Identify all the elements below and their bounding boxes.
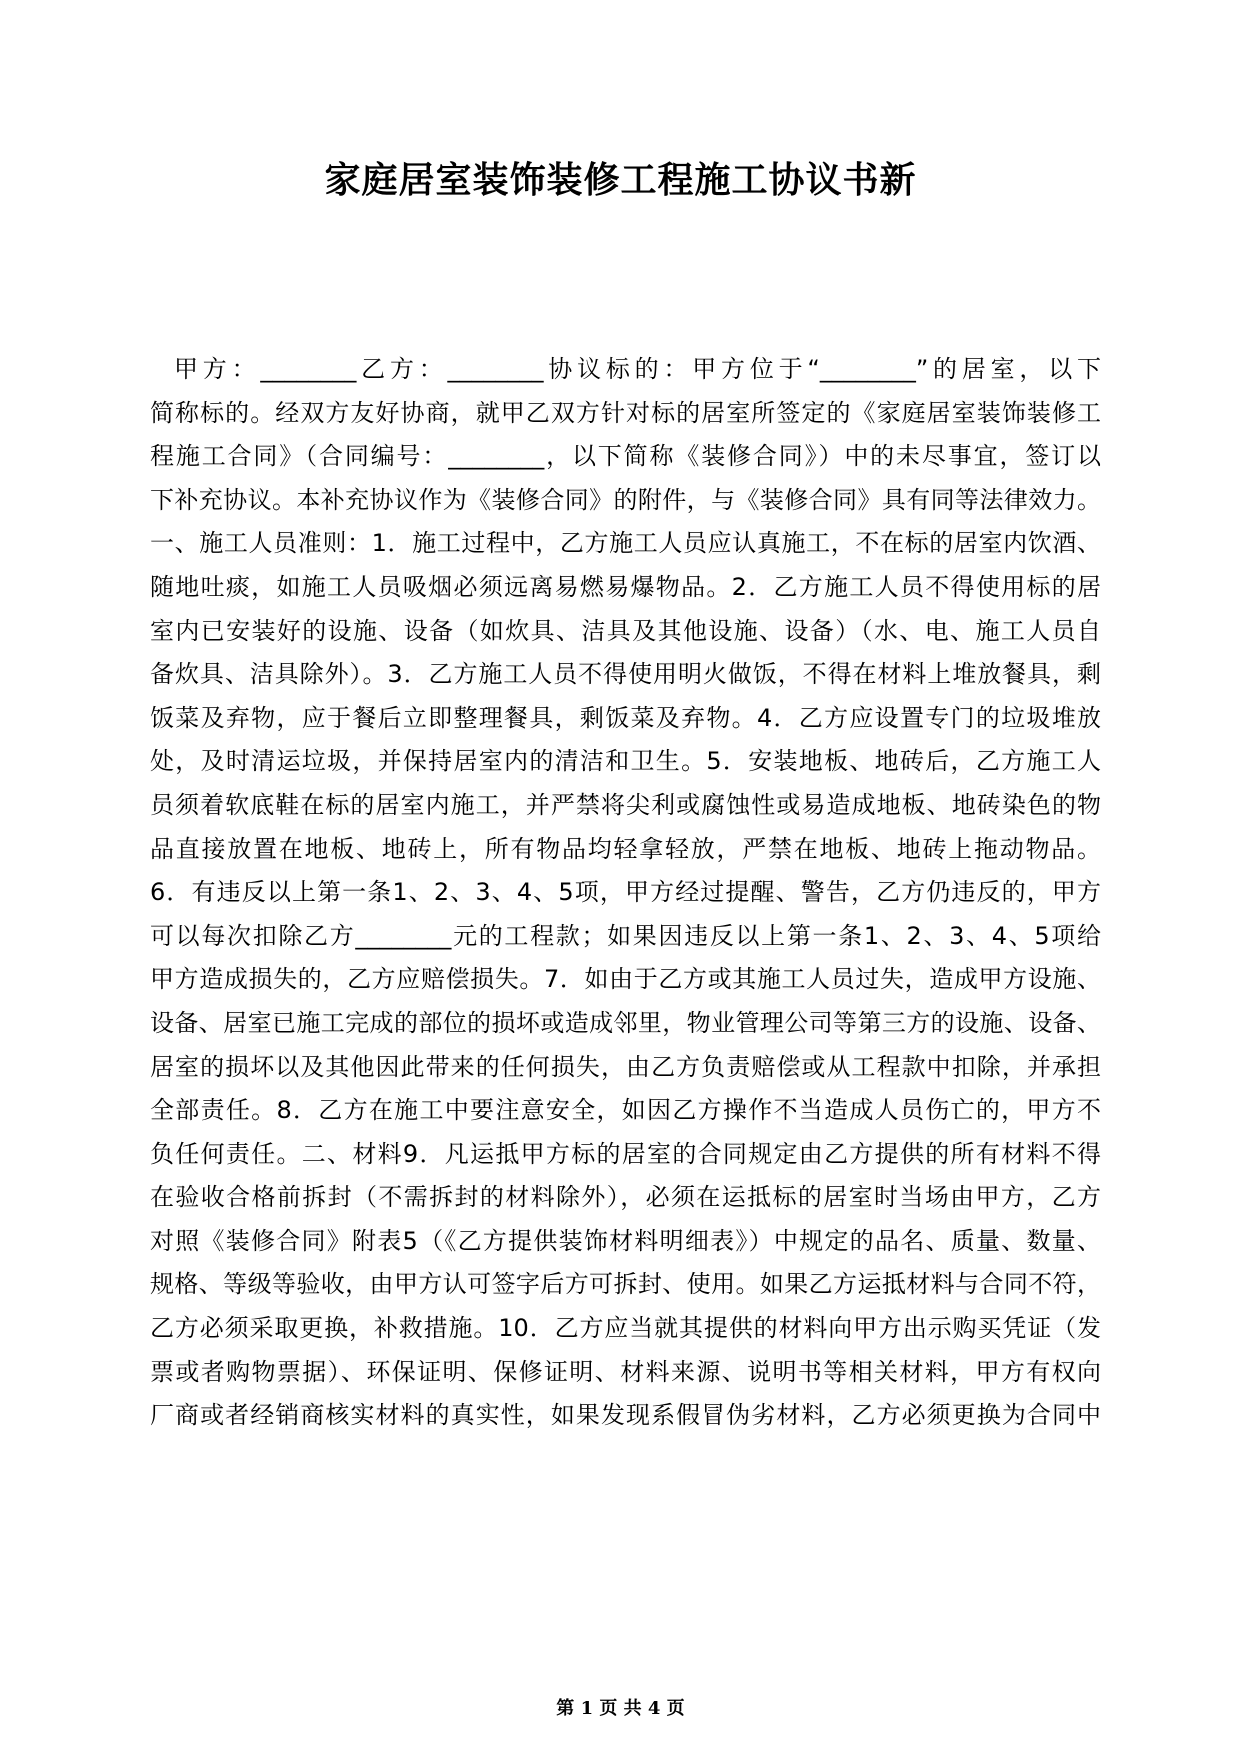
body-line: 品直接放置在地板、地砖上，所有物品均轻拿轻放，严禁在地板、地砖上拖动物品。 bbox=[150, 834, 1101, 863]
body-line: 全部责任。8．乙方在施工中要注意安全，如因乙方操作不当造成人员伤亡的，甲方不 bbox=[150, 1096, 1101, 1125]
body-line: 对照《装修合同》附表5（《乙方提供装饰材料明细表》）中规定的品名、质量、数量、 bbox=[150, 1226, 1101, 1255]
body-line: 票或者购物票据）、环保证明、保修证明、材料来源、说明书等相关材料，甲方有权向 bbox=[150, 1357, 1101, 1386]
document-title: 家庭居室装饰装修工程施工协议书新 bbox=[324, 160, 917, 201]
body-line: 备炊具、洁具除外）。3．乙方施工人员不得使用明火做饭，不得在材料上堆放餐具，剩 bbox=[150, 660, 1101, 689]
body-line: 厂商或者经销商核实材料的真实性，如果发现系假冒伪劣材料，乙方必须更换为合同中 bbox=[150, 1401, 1101, 1430]
body-line: 甲方造成损失的，乙方应赔偿损失。7．如由于乙方或其施工人员过失，造成甲方设施、 bbox=[150, 965, 1101, 994]
body-line: 简称标的。经双方友好协商，就甲乙双方针对标的居室所签定的《家庭居室装饰装修工 bbox=[150, 398, 1101, 427]
body-line: 规格、等级等验收，由甲方认可签字后方可拆封、使用。如果乙方运抵材料与合同不符， bbox=[150, 1270, 1101, 1299]
body-line: 设备、居室已施工完成的部位的损坏或造成邻里，物业管理公司等第三方的设施、设备、 bbox=[150, 1008, 1101, 1037]
body-line: 甲方：________乙方：________协议标的：甲方位于“________”的居室，以下 bbox=[174, 355, 1101, 383]
body-line: 下补充协议。本补充协议作为《装修合同》的附件，与《装修合同》具有同等法律效力。 bbox=[150, 485, 1101, 514]
body-line: 可以每次扣除乙方________元的工程款；如果因违反以上第一条1、2、3、4、5项给 bbox=[150, 921, 1101, 950]
body-line: 6．有违反以上第一条1、2、3、4、5项，甲方经过提醒、警告，乙方仍违反的，甲方 bbox=[150, 878, 1101, 907]
body-line: 一、施工人员准则：1．施工过程中，乙方施工人员应认真施工，不在标的居室内饮酒、 bbox=[150, 529, 1101, 558]
page-number-footer: 第 1 页 共 4 页 bbox=[556, 1698, 685, 1719]
body-line: 员须着软底鞋在标的居室内施工，并严禁将尖利或腐蚀性或易造成地板、地砖染色的物 bbox=[150, 790, 1101, 819]
body-line: 在验收合格前拆封（不需拆封的材料除外），必须在运抵标的居室时当场由甲方，乙方 bbox=[150, 1183, 1101, 1212]
body-line: 随地吐痰，如施工人员吸烟必须远离易燃易爆物品。2．乙方施工人员不得使用标的居 bbox=[150, 572, 1101, 601]
document-body bbox=[150, 348, 1101, 1438]
body-line: 乙方必须采取更换，补救措施。10．乙方应当就其提供的材料向甲方出示购买凭证（发 bbox=[150, 1314, 1101, 1343]
body-line: 居室的损坏以及其他因此带来的任何损失，由乙方负责赔偿或从工程款中扣除，并承担 bbox=[150, 1052, 1101, 1081]
body-line: 负任何责任。二、材料9．凡运抵甲方标的居室的合同规定由乙方提供的所有材料不得 bbox=[150, 1139, 1101, 1168]
body-line: 室内已安装好的设施、设备（如炊具、洁具及其他设施、设备）（水、电、施工人员自 bbox=[150, 616, 1101, 645]
body-line: 处，及时清运垃圾，并保持居室内的清洁和卫生。5．安装地板、地砖后，乙方施工人 bbox=[150, 747, 1101, 776]
body-line: 程施工合同》（合同编号：________，以下简称《装修合同》）中的未尽事宜，签订以 bbox=[150, 442, 1101, 471]
body-line: 饭菜及弃物，应于餐后立即整理餐具，剩饭菜及弃物。4．乙方应设置专门的垃圾堆放 bbox=[150, 703, 1101, 732]
